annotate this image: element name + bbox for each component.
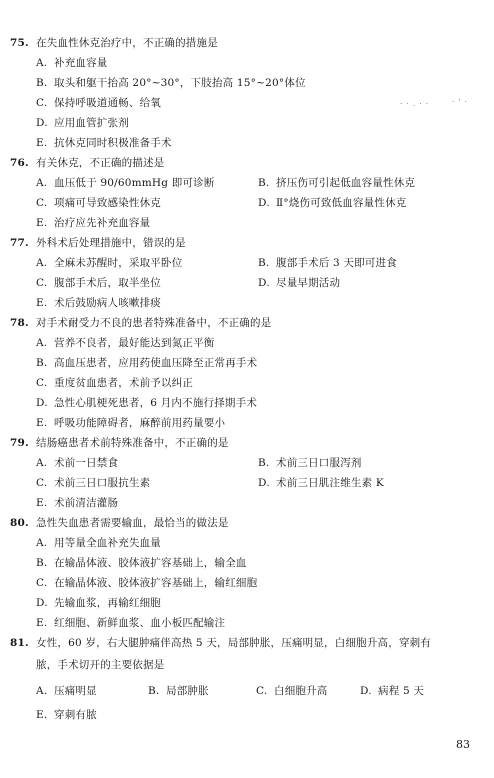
- question-78-option-d: [36, 396, 257, 410]
- option-letter: A.: [36, 457, 48, 469]
- option-text: 先输血浆，再输红细胞: [54, 597, 161, 609]
- option-letter: B.: [258, 177, 270, 189]
- option-letter: A.: [36, 177, 48, 189]
- option-text: 术前三日口服泻剂: [276, 457, 362, 469]
- option-letter: B.: [36, 357, 48, 369]
- option-text: 术后鼓励病人咳嗽排痰: [54, 297, 161, 309]
- option-text: 补充血容量: [54, 57, 108, 69]
- question-text: 外科术后处理措施中，错误的是: [36, 237, 186, 249]
- question-80-option-e: [36, 616, 225, 630]
- question-81-option-b: [148, 684, 209, 698]
- question-81-option-c: [256, 684, 328, 698]
- question-text: 急性失血患者需要输血，最恰当的做法是: [36, 517, 229, 529]
- question-number: 78.: [10, 317, 29, 329]
- question-77-option-d: [258, 276, 340, 290]
- option-text: 重度贫血患者，术前予以纠正: [54, 377, 194, 389]
- scan-speck: · · . · ·: [400, 100, 430, 108]
- scan-speck: · ' ·: [452, 98, 468, 106]
- question-76-option-c: [36, 196, 161, 210]
- question-77-option-b: [258, 256, 397, 270]
- question-80-stem: [10, 516, 229, 530]
- question-81-option-e: [36, 708, 97, 722]
- option-letter: C.: [36, 377, 48, 389]
- question-80-option-a: [36, 536, 161, 550]
- option-letter: D.: [360, 685, 372, 697]
- question-79-stem: [10, 436, 229, 450]
- question-76-stem: [10, 156, 164, 170]
- question-text: 结肠癌患者术前特殊准备中，不正确的是: [36, 437, 229, 449]
- option-text: 治疗应先补充血容量: [54, 217, 151, 229]
- option-text: 腹部手术后，取半坐位: [54, 277, 161, 289]
- option-letter: A.: [36, 685, 48, 697]
- option-letter: E.: [36, 497, 48, 509]
- option-text: 红细胞、新鲜血浆、血小板匹配输注: [54, 617, 226, 629]
- question-77-option-a: [36, 256, 182, 270]
- option-text: 抗休克同时积极准备手术: [54, 137, 172, 149]
- question-text: 脓，手术切开的主要依据是: [36, 659, 165, 671]
- option-text: 白细胞升高: [274, 685, 328, 697]
- question-76-option-d: [258, 196, 407, 210]
- question-81-option-a: [36, 684, 97, 698]
- option-letter: D.: [258, 477, 270, 489]
- option-letter: E.: [36, 709, 48, 721]
- question-text: 对手术耐受力不良的患者特殊准备中，不正确的是: [36, 317, 272, 329]
- question-75-option-b: [36, 76, 306, 90]
- option-letter: C.: [256, 685, 268, 697]
- option-text: 术前一日禁食: [54, 457, 119, 469]
- option-letter: D.: [258, 277, 270, 289]
- option-text: 全麻未苏醒时，采取平卧位: [54, 257, 183, 269]
- option-letter: A.: [36, 57, 48, 69]
- option-text: 营养不良者，最好能达到氮正平衡: [54, 337, 215, 349]
- option-letter: E.: [36, 217, 48, 229]
- option-letter: C.: [36, 577, 48, 589]
- question-75-stem: [10, 36, 218, 50]
- option-text: 穿刺有脓: [54, 709, 97, 721]
- question-77-option-c: [36, 276, 161, 290]
- option-letter: C.: [36, 277, 48, 289]
- question-text: 女性，60 岁，右大腿肿痛伴高热 5 天，局部肿胀，压痛明显，白细胞升高，穿刺有: [36, 637, 432, 649]
- question-number: 77.: [10, 237, 29, 249]
- option-text: 腹部手术后 3 天即可进食: [276, 257, 397, 269]
- option-letter: B.: [148, 685, 160, 697]
- question-text: 有关休克，不正确的描述是: [36, 157, 165, 169]
- option-letter: B.: [36, 557, 48, 569]
- option-text: 急性心肌梗死患者，6 月内不施行择期手术: [54, 397, 258, 409]
- option-text: 保持呼吸道通畅、给氧: [54, 97, 161, 109]
- question-78-option-b: [36, 356, 257, 370]
- option-letter: B.: [258, 257, 270, 269]
- option-letter: E.: [36, 617, 48, 629]
- option-letter: D.: [258, 197, 270, 209]
- option-text: 呼吸功能障碍者，麻醉前用药量要小: [54, 417, 226, 429]
- option-text: Ⅱ°烧伤可致低血容量性休克: [276, 197, 407, 209]
- question-80-option-c: [36, 576, 257, 590]
- option-text: 高血压患者，应用药使血压降至正常再手术: [54, 357, 258, 369]
- option-text: 用等量全血补充失血量: [54, 537, 161, 549]
- question-81-stem: [10, 636, 431, 650]
- option-letter: A.: [36, 257, 48, 269]
- question-79-option-d: [258, 476, 384, 490]
- question-81-stem-line2: [36, 658, 164, 672]
- option-text: 应用血管扩张剂: [54, 117, 129, 129]
- option-text: 尽量早期活动: [276, 277, 341, 289]
- question-78-option-c: [36, 376, 193, 390]
- question-76-option-a: [36, 176, 215, 190]
- option-letter: A.: [36, 337, 48, 349]
- option-text: 术前清洁灌肠: [54, 497, 119, 509]
- question-number: 81.: [10, 637, 29, 649]
- question-79-option-a: [36, 456, 118, 470]
- page-number: 83: [456, 738, 470, 751]
- question-78-option-a: [36, 336, 215, 350]
- question-75-option-e: [36, 136, 172, 150]
- question-81-option-d: [360, 684, 424, 698]
- question-number: 79.: [10, 437, 29, 449]
- question-77-option-e: [36, 296, 161, 310]
- question-79-option-b: [258, 456, 362, 470]
- option-text: 在输晶体液、胶体液扩容基础上，输红细胞: [54, 577, 258, 589]
- option-letter: A.: [36, 537, 48, 549]
- option-text: 压痛明显: [54, 685, 97, 697]
- question-75-option-a: [36, 56, 108, 70]
- option-letter: D.: [36, 397, 48, 409]
- question-76-option-e: [36, 216, 150, 230]
- option-text: 局部肿胀: [166, 685, 209, 697]
- option-text: 项痛可导致感染性休克: [54, 197, 161, 209]
- option-text: 术前三日口服抗生素: [54, 477, 151, 489]
- question-80-option-b: [36, 556, 247, 570]
- question-78-option-e: [36, 416, 225, 430]
- question-number: 80.: [10, 517, 29, 529]
- question-79-option-c: [36, 476, 150, 490]
- option-letter: E.: [36, 417, 48, 429]
- option-text: 挤压伤可引起低血容量性休克: [276, 177, 416, 189]
- option-text: 病程 5 天: [378, 685, 425, 697]
- option-letter: D.: [36, 597, 48, 609]
- question-79-option-e: [36, 496, 118, 510]
- option-letter: B.: [258, 457, 270, 469]
- option-text: 术前三日肌注维生素 K: [276, 477, 384, 489]
- question-76-option-b: [258, 176, 415, 190]
- option-text: 血压低于 90/60mmHg 即可诊断: [54, 177, 215, 189]
- option-letter: C.: [36, 97, 48, 109]
- question-number: 76.: [10, 157, 29, 169]
- option-text: 在输晶体液、胶体液扩容基础上，输全血: [54, 557, 247, 569]
- option-letter: C.: [36, 477, 48, 489]
- question-75-option-c: [36, 96, 161, 110]
- question-78-stem: [10, 316, 271, 330]
- question-75-option-d: [36, 116, 129, 130]
- question-77-stem: [10, 236, 186, 250]
- option-letter: C.: [36, 197, 48, 209]
- option-text: 取头和躯干抬高 20°~30°，下肢抬高 15°~20°体位: [54, 77, 306, 89]
- option-letter: E.: [36, 297, 48, 309]
- option-letter: E.: [36, 137, 48, 149]
- option-letter: D.: [36, 117, 48, 129]
- question-text: 在失血性休克治疗中，不正确的措施是: [36, 37, 218, 49]
- question-number: 75.: [10, 37, 29, 49]
- question-80-option-d: [36, 596, 161, 610]
- option-letter: B.: [36, 77, 48, 89]
